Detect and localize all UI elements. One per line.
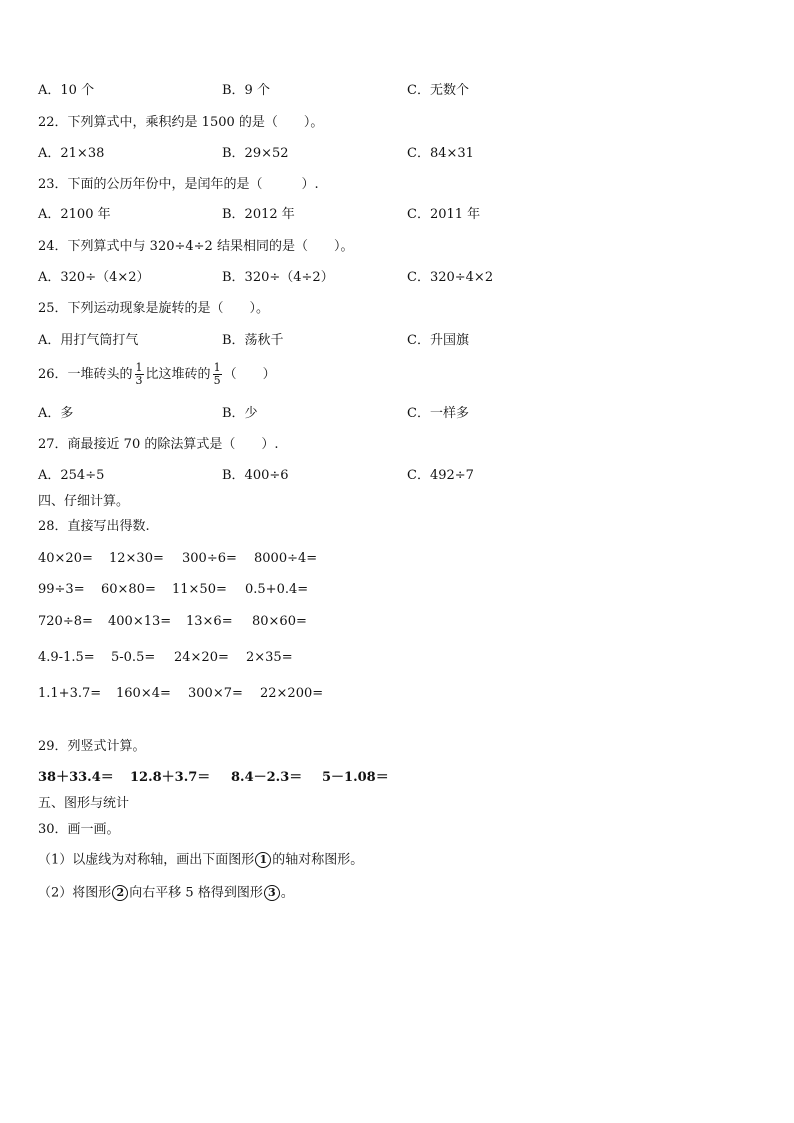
vertical-calc-item: 38＋33.4＝	[38, 770, 114, 785]
calc-item: 400×13=	[108, 614, 172, 629]
q30-sub1-prefix: （1）以虚线为对称轴，画出下面图形	[38, 852, 255, 868]
calc-item: 2×35=	[246, 650, 293, 665]
q22-option-b: B．29×52	[222, 146, 289, 161]
calc-item: 160×4=	[116, 686, 171, 701]
calc-item: 22×200=	[260, 686, 324, 701]
q23-option-b: B．2012 年	[222, 207, 295, 222]
question-24: 24．下列算式中与 320÷4÷2 结果相同的是（ ）。	[38, 239, 354, 254]
q24-option-a: A．320÷（4×2）	[38, 270, 150, 285]
fraction-one-third	[135, 362, 144, 387]
q27-option-c: C．492÷7	[407, 468, 474, 483]
calc-item: 8000÷4=	[254, 551, 318, 566]
q22-option-a: A．21×38	[38, 146, 105, 161]
calc-item: 40×20=	[38, 551, 93, 566]
q26-suffix: （ ）	[223, 367, 276, 382]
question-28: 28．直接写出得数.	[38, 519, 150, 534]
vertical-calc-item: 8.4－2.3＝	[231, 770, 303, 785]
circled-number-3: 3	[264, 885, 280, 901]
calc-item: 99÷3=	[38, 582, 85, 597]
q23-option-c: C．2011 年	[407, 207, 481, 222]
question-27: 27．商最接近 70 的除法算式是（ ）.	[38, 437, 279, 452]
question-29: 29．列竖式计算。	[38, 739, 146, 754]
q30-sub2-prefix: （2）将图形	[38, 885, 112, 901]
question-25: 25．下列运动现象是旋转的是（ ）。	[38, 301, 270, 316]
calc-item: 4.9-1.5=	[38, 650, 95, 665]
vertical-calc-item: 5－1.08＝	[322, 770, 389, 785]
q26-option-c: C．一样多	[407, 406, 469, 421]
q21-option-a: A．10 个	[38, 83, 95, 98]
calc-item: 60×80=	[101, 582, 156, 597]
fraction-numerator: 1	[213, 361, 221, 374]
q24-option-b: B．320÷（4÷2）	[222, 270, 334, 285]
calc-item: 300×7=	[188, 686, 243, 701]
vertical-calc-item: 12.8＋3.7＝	[130, 770, 211, 785]
q25-option-b: B．荡秋千	[222, 333, 284, 348]
q25-option-c: C．升国旗	[407, 333, 469, 348]
fraction-denominator: 5	[213, 374, 221, 387]
q30-sub2-suffix: 。	[280, 885, 294, 901]
q27-option-a: A．254÷5	[38, 468, 105, 483]
calc-item: 1.1+3.7=	[38, 686, 102, 701]
fraction-one-fifth	[213, 362, 222, 387]
q25-option-a: A．用打气筒打气	[38, 333, 139, 348]
q30-sub-2	[38, 885, 294, 902]
q27-option-b: B．400÷6	[222, 468, 289, 483]
question-22: 22．下列算式中，乘积约是 1500 的是（ ）。	[38, 115, 324, 130]
section-5-heading: 五、图形与统计	[38, 796, 130, 811]
calc-item: 720÷8=	[38, 614, 93, 629]
calc-item: 300÷6=	[182, 551, 237, 566]
q26-option-a: A．多	[38, 406, 74, 421]
fraction-denominator: 3	[135, 374, 143, 387]
calc-item: 11×50=	[172, 582, 227, 597]
section-4-heading: 四、仔细计算。	[38, 494, 130, 509]
fraction-numerator: 1	[135, 361, 143, 374]
calc-item: 80×60=	[252, 614, 307, 629]
circled-number-2: 2	[112, 885, 128, 901]
q24-option-c: C．320÷4×2	[407, 270, 494, 285]
q30-sub1-suffix: 的轴对称图形。	[272, 852, 364, 868]
q23-option-a: A．2100 年	[38, 207, 111, 222]
q26-middle: 比这堆砖的	[145, 367, 211, 382]
q26-option-b: B．少	[222, 406, 258, 421]
calc-item: 5-0.5=	[111, 650, 156, 665]
question-23: 23．下面的公历年份中，是闰年的是（ ）.	[38, 177, 319, 192]
q21-option-b: B．9 个	[222, 83, 270, 98]
q30-sub-1	[38, 852, 363, 869]
q21-option-c: C．无数个	[407, 83, 469, 98]
calc-item: 13×6=	[186, 614, 233, 629]
question-26	[38, 360, 276, 390]
q30-sub2-middle: 向右平移 5 格得到图形	[129, 885, 263, 901]
question-30: 30．画一画。	[38, 822, 120, 837]
q26-prefix: 26．一堆砖头的	[38, 367, 133, 382]
calc-item: 0.5+0.4=	[245, 582, 309, 597]
calc-item: 12×30=	[109, 551, 164, 566]
q22-option-c: C．84×31	[407, 146, 474, 161]
circled-number-1: 1	[255, 852, 271, 868]
calc-item: 24×20=	[174, 650, 229, 665]
